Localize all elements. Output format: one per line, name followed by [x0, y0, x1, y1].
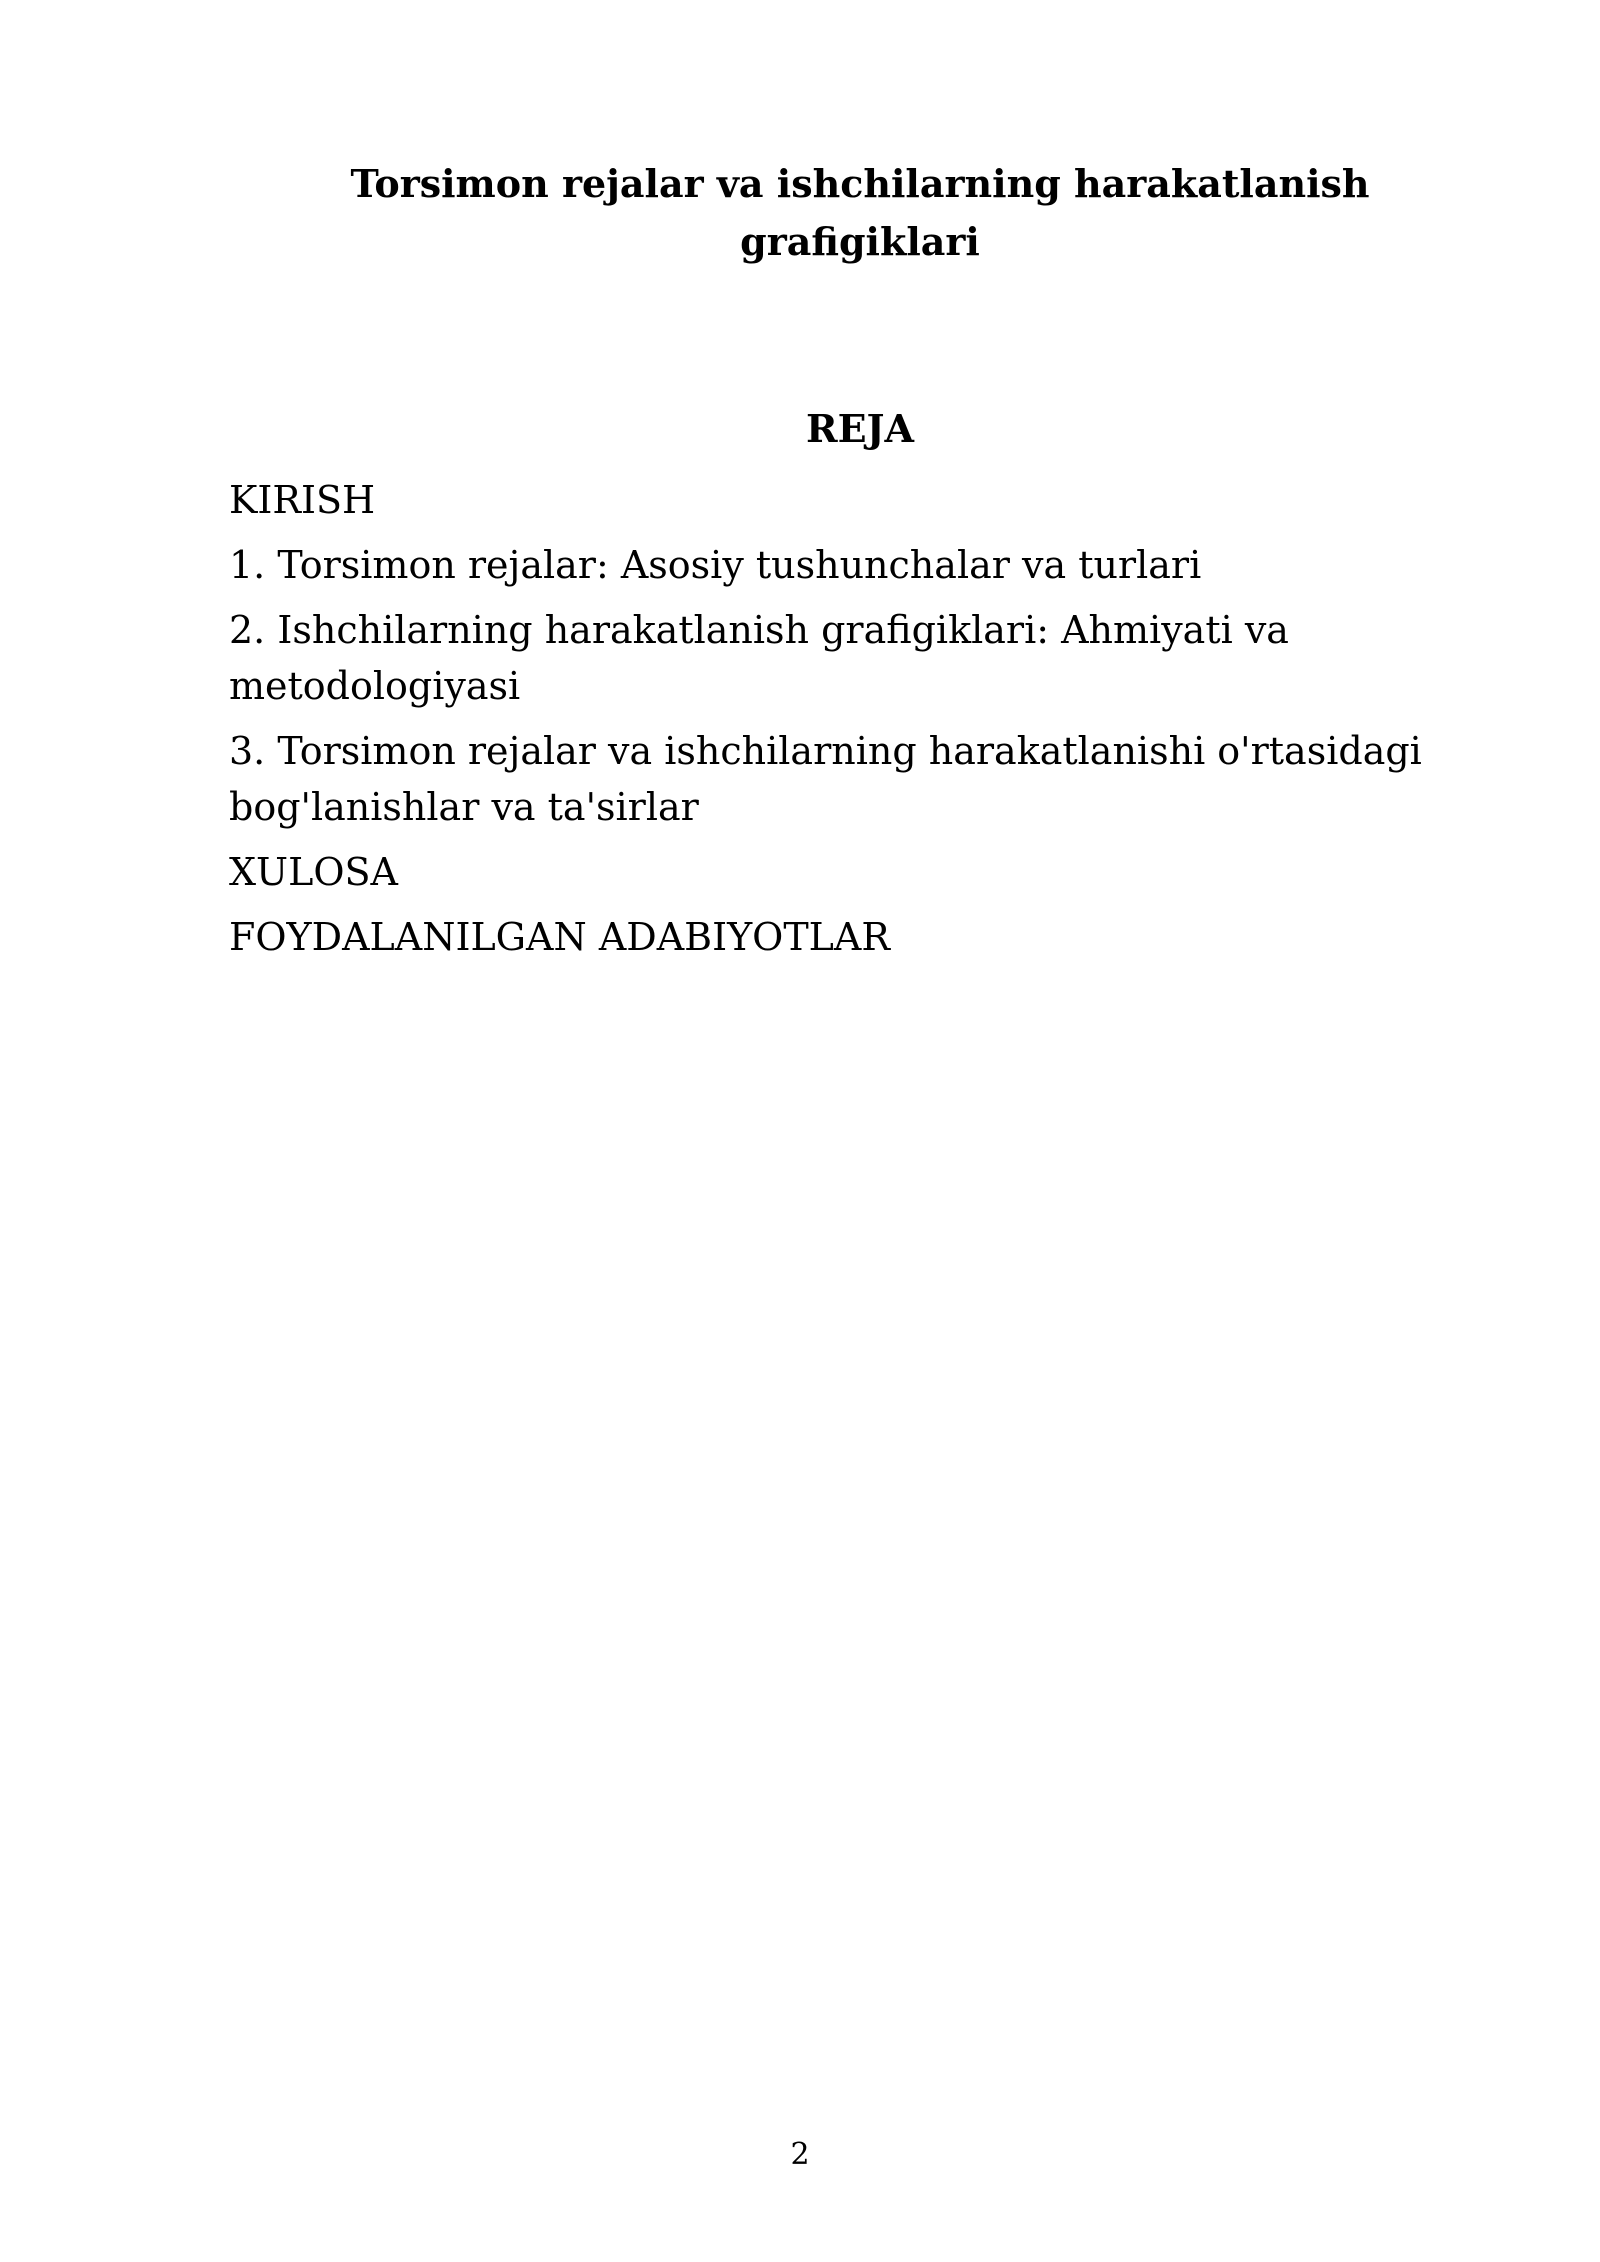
plan-item-3: 3. Torsimon rejalar va ishchilarning harakatlanishi o'rtasidagi bog'lanishlar va ta'sirlar: [229, 729, 1422, 829]
plan-heading: REJA: [805, 406, 914, 451]
plan-item-1: 1. Torsimon rejalar: Asosiy tushunchalar va turlari: [229, 543, 1202, 587]
plan-item-references: FOYDALANILGAN ADABIYOTLAR: [229, 915, 890, 959]
document-title: Torsimon rejalar va ishchilarning harakatlanish grafigiklari: [350, 161, 1370, 264]
plan-item-2: 2. Ishchilarning harakatlanish grafigiklari: Ahmiyati va metodologiyasi: [229, 608, 1289, 708]
plan-item-conclusion: XULOSA: [229, 850, 398, 894]
plan-item-introduction: KIRISH: [229, 478, 376, 522]
page-number: 2: [790, 2137, 810, 2172]
plan-list: [229, 472, 1429, 974]
